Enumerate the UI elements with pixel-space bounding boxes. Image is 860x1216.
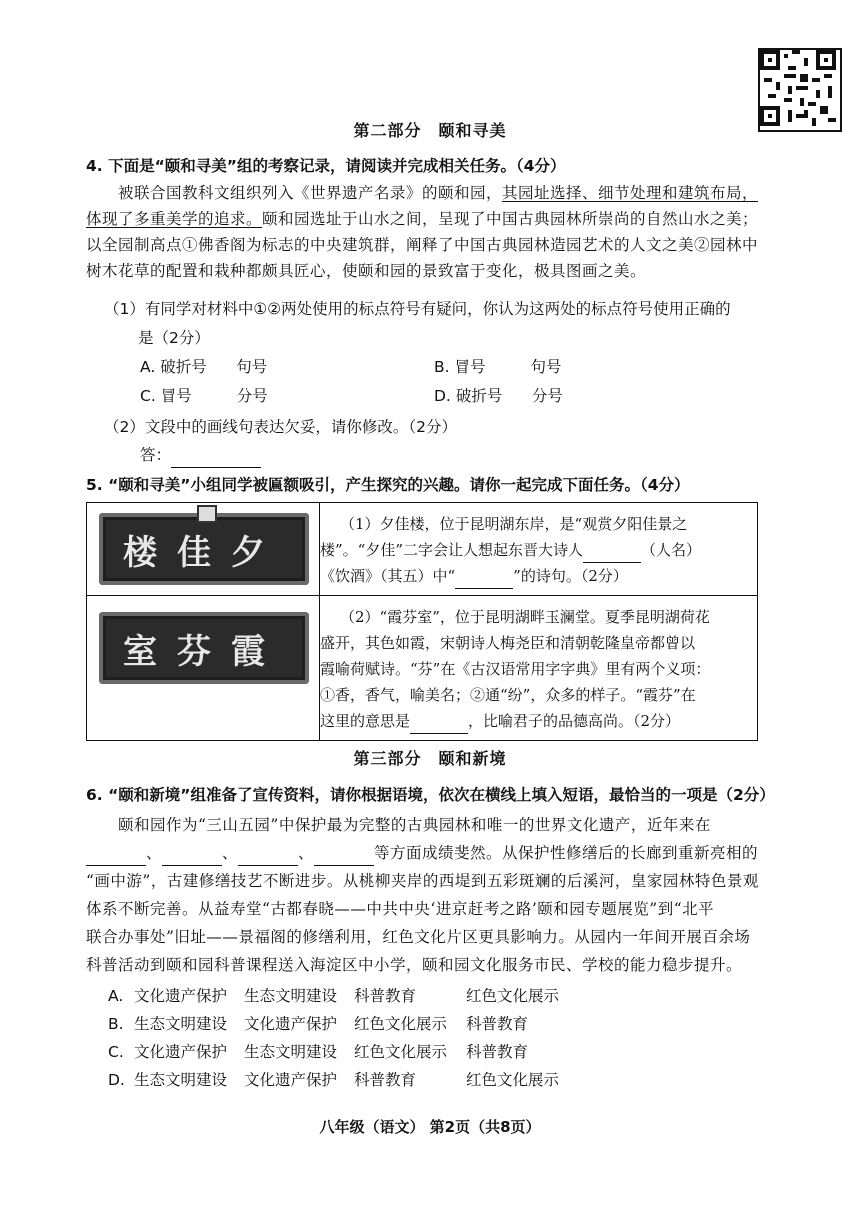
- plaque-cell-2: [87, 596, 320, 741]
- q4-option-a[interactable]: A. 破折号 句号: [140, 358, 268, 376]
- q4-sub2: （2）文段中的画线句表达欠妥，请你修改。（2分）: [104, 418, 457, 436]
- blank-3[interactable]: [238, 847, 298, 866]
- q5-row1-text: （1）夕佳楼，位于昆明湖东岸，是“观赏夕阳佳景之 楼”。“夕佳”二字会让人想起东晋大诗人 （人名） 《饮酒》（其五）中“ ”的诗句。（2分）: [320, 503, 758, 596]
- q4-option-c[interactable]: C. 冒号 分号: [140, 387, 268, 405]
- q4-para-line-2: 体现了多重美学的追求。颐和园选址于山水之间，呈现了中国古典园林所崇尚的自然山水之美；: [86, 210, 759, 228]
- answer-label: 答：: [140, 446, 172, 464]
- q4-para-line-3: 以全园制高点①佛香阁为标志的中央建筑群，阐释了中国古典园林造园艺术的人文之美②园林中: [86, 236, 759, 254]
- q5-row2-text: （2）“霞芬室”，位于昆明湖畔玉澜堂。夏季昆明湖荷花 盛开，其色如霞，宋朝诗人梅尧臣和清朝乾隆皇帝都曾以 霞喻荷赋诗。“芬”在《古汉语常用字字典》里有两个义项： ①香，香气，喻美名；②通“纷”，众多的样子。“霞芬”在 这里的意思是 ，比喻君子的品德高尚。（2分）: [320, 596, 758, 741]
- plaque-seal: [197, 505, 217, 523]
- section-title-part3: 第三部分 颐和新境: [353, 749, 507, 768]
- q6-option-c[interactable]: C. 文化遗产保护 生态文明建设 红色文化展示 科普教育: [108, 1043, 529, 1061]
- answer-blank[interactable]: [171, 449, 261, 468]
- plaque-cell-1: [87, 503, 320, 596]
- q6-para-line-4: 体系不断完善。从益寿堂“古都春晓——中共中央‘进京赶考之路’颐和园专题展览”到“北平: [86, 900, 715, 918]
- q4-para-line-4: 树木花草的配置和栽种都颇具匠心，使颐和园的景致富于变化，极具图画之美。: [86, 262, 647, 280]
- blank-poet-name[interactable]: [583, 544, 641, 563]
- q4-sub1-line2: 是（2分）: [138, 329, 210, 347]
- blank-2[interactable]: [162, 847, 222, 866]
- q4-answer-line: [140, 442, 261, 468]
- q6-para-line-3: “画中游”，古建修缮技艺不断进步。从桃柳夹岸的西堤到五彩斑斓的后溪河，皇家园林特色景观: [86, 872, 759, 890]
- q6-para-line-2: 、 、 、 等方面成绩斐然。从保护性修缮后的长廊到重新亮相的: [86, 840, 758, 866]
- blank-poem-line[interactable]: [455, 570, 513, 589]
- underlined-sentence-part1: 其园址选择、细节处理和建筑布局，: [502, 184, 759, 202]
- q6-para-line-6: 科普活动到颐和园科普课程送入海淀区中小学，颐和园文化服务市民、学校的能力稳步提升。: [86, 956, 743, 974]
- section-title-part2: 第二部分 颐和寻美: [353, 121, 507, 140]
- blank-1[interactable]: [86, 847, 146, 866]
- plaque-image-xijialou: 楼佳夕: [99, 513, 309, 585]
- q6-para-line-5: 联合办事处”旧址——景福阁的修缮利用，红色文化片区更具影响力。从园内一年间开展百余场: [86, 928, 751, 946]
- q6-option-b[interactable]: B. 生态文明建设 文化遗产保护 红色文化展示 科普教育: [108, 1015, 529, 1033]
- q4-para-line-1: 被联合国教科文组织列入《世界遗产名录》的颐和园，其园址选择、细节处理和建筑布局，: [118, 184, 759, 202]
- plaque-image-xiafenshi: 室芬霞: [99, 612, 309, 684]
- q6-para-line-1: 颐和园作为“三山五园”中保护最为完整的古典园林和唯一的世界文化遗产，近年来在: [118, 816, 711, 834]
- q5-table: [86, 502, 758, 741]
- q4-option-b[interactable]: B. 冒号 句号: [434, 358, 562, 376]
- question-6-stem: 6. “颐和新境”组准备了宣传资料，请你根据语境，依次在横线上填入短语，最恰当的一项是（2分）: [86, 786, 775, 804]
- q4-sub1-line1: （1）有同学对材料中①②两处使用的标点符号有疑问，你认为这两处的标点符号使用正确的: [104, 300, 731, 318]
- question-4-stem: 4. 下面是“颐和寻美”组的考察记录，请阅读并完成相关任务。（4分）: [86, 157, 566, 175]
- q4-option-d[interactable]: D. 破折号 分号: [434, 387, 563, 405]
- question-5-stem: 5. “颐和寻美”小组同学被匾额吸引，产生探究的兴趣。请你一起完成下面任务。（4分）: [86, 476, 690, 494]
- q6-option-a[interactable]: A. 文化遗产保护 生态文明建设 科普教育 红色文化展示: [108, 987, 560, 1005]
- q6-option-d[interactable]: D. 生态文明建设 文化遗产保护 科普教育 红色文化展示: [108, 1071, 560, 1089]
- page-footer: 八年级（语文） 第2页（共8页）: [319, 1118, 541, 1136]
- underlined-sentence-part2: 体现了多重美学的追求。: [86, 210, 263, 228]
- blank-4[interactable]: [314, 847, 374, 866]
- blank-meaning[interactable]: [410, 715, 468, 734]
